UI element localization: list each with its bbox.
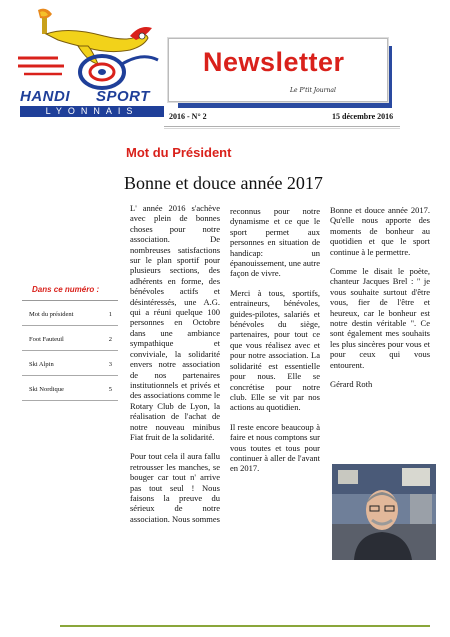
toc-item-page: 3 [108, 361, 112, 368]
article-column-3 [330, 205, 430, 399]
banner-title: Newsletter [203, 47, 345, 77]
article-headline: Bonne et douce année 2017 [124, 173, 323, 193]
issue-date: 15 décembre 2016 [332, 112, 394, 121]
toc-item-label: Mot du président [29, 311, 74, 318]
logo-word-sport: SPORT [96, 88, 150, 105]
article-paragraph: Comme le disait le poète, chanteur Jacques Brel : " je vous souhaite surtout d'être vous, fier de l'être et heureux, car le bonheur est notre destin véritable ". Ce sont également mes souhaits les plus sincères pour vous et pour ceux qui vous entourent. [330, 266, 430, 370]
article-paragraph: reconnus pour notre dynamisme et ce que le sport permet aux personnes en situation de handicap: un épanouissement, une autre façon de vivre. [230, 206, 320, 279]
table-of-contents [22, 285, 118, 401]
article-paragraph: Il reste encore beaucoup à faire et nous comptons sur vous toutes et tous pour continuer à aller de l'avant en 2017. [230, 421, 320, 474]
logo-word-handi: HANDI [20, 88, 70, 105]
toc-item-label: Foot Fauteuil [29, 336, 64, 343]
logo-band-lyonnais: LYONNAIS [20, 106, 164, 117]
article-paragraph: Merci à tous, sportifs, entraineurs, bénévoles, guides-pilotes, salariés et bénévoles du siège, partenaires, pour tout ce que vous réalisez avec et pour notre association. La solidarité est essentielle pour nous. Elle se concrétise pour notre club. Elle se vit par nos actions au quotidien. [230, 287, 320, 413]
header-rule-secondary [164, 128, 400, 129]
toc-item-page: 5 [108, 386, 112, 393]
toc-item [22, 351, 118, 376]
header-rule [164, 126, 400, 127]
toc-item-page: 1 [108, 311, 112, 318]
toc-heading: Dans ce numéro : [32, 285, 100, 294]
toc-item-label: Ski Alpin [29, 361, 54, 368]
toc-item [22, 326, 118, 351]
toc-item [22, 376, 118, 401]
section-title: Mot du Président [126, 145, 232, 160]
author-photo [332, 464, 436, 560]
toc-item-label: Ski Nordique [29, 386, 64, 393]
article-paragraph: L' année 2016 s'achève avec plein de bonnes choses pour notre association. De nombreuses satisfactions sur le plan sportif pour plusieurs sections, des adhérents en forme, des bénévoles actifs et désintéressés, une A.G. qui a réuni quelque 100 personnes en Octobre dans une ambiance sympathique et conviviale, la solidarité envers notre association de nos partenaires institutionnels et privés et des associations comme le Rotary Club de Lyon, la réalisation de l'achat de notre nouveau minibus Fiat fruit de la solidarité. [130, 203, 220, 442]
article-column-1 [130, 203, 220, 533]
newsletter-banner [168, 38, 388, 102]
article-paragraph: Pour tout cela il aura fallu retrousser les manches, se bouger car tout n' arrive pas tout seul ! Nous faisons la preuve du sérieux de notre association. Nous sommes [130, 451, 220, 524]
issue-number: 2016 - N° 2 [169, 112, 207, 121]
author-signature: Gérard Roth [330, 379, 373, 390]
logo-wordmark [20, 88, 168, 116]
banner-subtitle: Le P'tit Journal [290, 87, 336, 94]
toc-item [22, 301, 118, 326]
footer-rule [60, 625, 430, 627]
article-column-2 [230, 206, 320, 483]
article-paragraph: Bonne et douce année 2017. Qu'elle nous apporte des moments de bonheur au quotidien et que le sport continue à le permettre. [330, 205, 430, 257]
toc-item-page: 2 [108, 336, 112, 343]
